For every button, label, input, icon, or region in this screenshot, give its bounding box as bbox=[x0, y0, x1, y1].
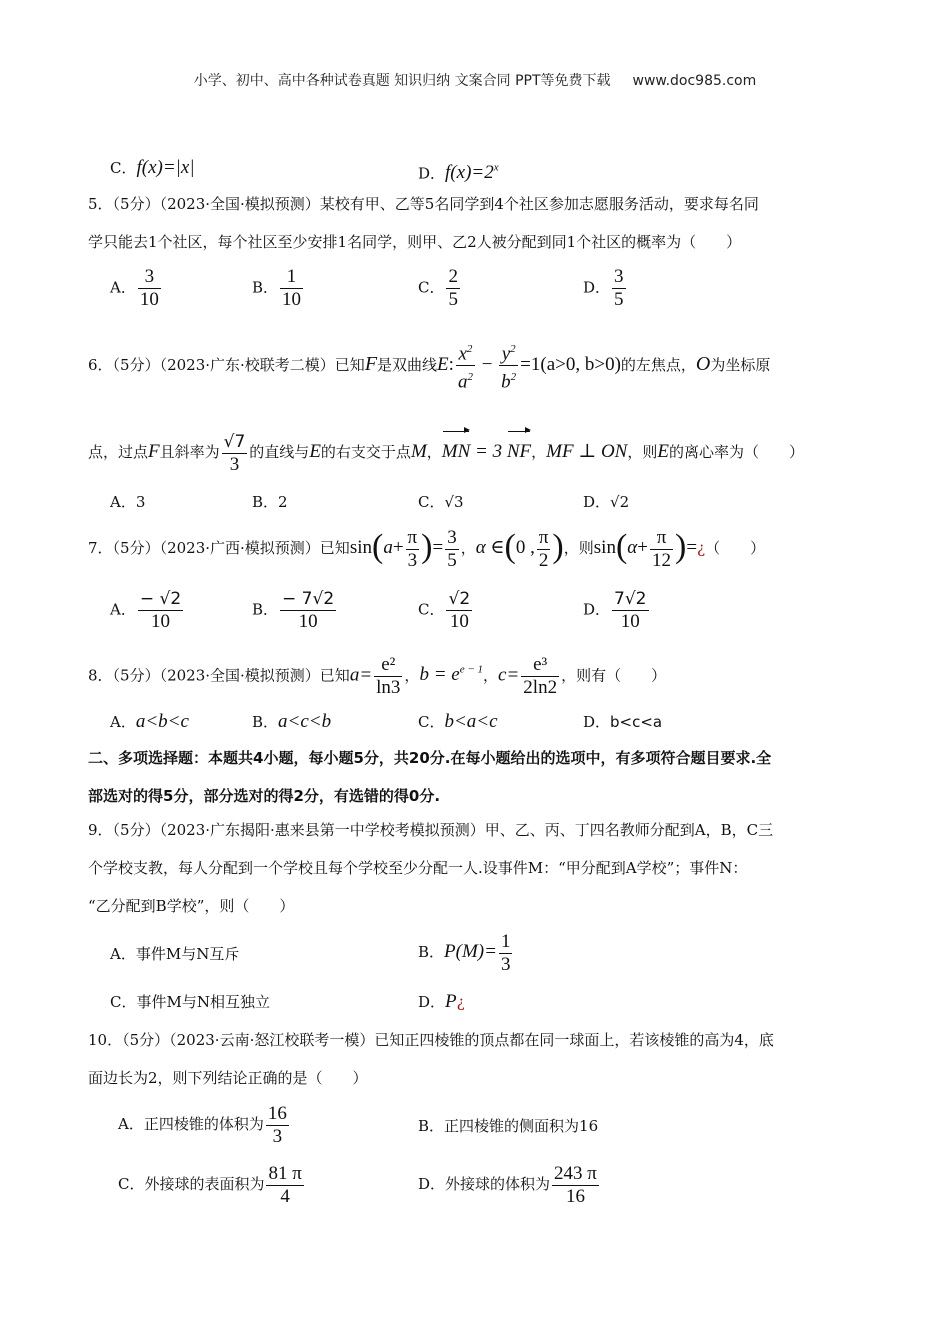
section2-heading-line1: 二、多项选择题：本题共4小题，每小题5分，共20分.在每小题给出的选项中，有多项符合题目要求.全 bbox=[88, 749, 772, 767]
q5-line1: 5．（5分）（2023·全国·模拟预测）某校有甲、乙等5名同学到4个社区参加志愿服务活动，要求每名同 bbox=[88, 195, 759, 213]
q6-condition: =1(a>0, b>0) bbox=[520, 353, 621, 375]
q6-perp: MF ⊥ ON bbox=[546, 441, 628, 462]
q10-line1: 10．（5分）（2023·云南·怒江校联考一模）已知正四棱锥的顶点都在同一球面上，若该棱锥的高为4，底 bbox=[88, 1031, 774, 1049]
q9-option-d: D．P¿ bbox=[418, 991, 465, 1012]
q4-option-c-math: f(x)=|x| bbox=[136, 157, 195, 178]
q9-line1: 9．（5分）（2023·广东揭阳·惠来县第一中学校考模拟预测）甲、乙、丙、丁四名教师分配到A，B，C三 bbox=[88, 821, 774, 839]
q5-option-b: B． $\frac{1}{10}$ bbox=[252, 266, 302, 310]
q5-line2: 学只能去1个社区，每个社区至少安排1名同学，则甲、乙2人被分配到同1个社区的概率为（ ） bbox=[88, 233, 742, 251]
q6-option-a: A．3 bbox=[110, 493, 146, 511]
q8-option-d: D．b<c<a bbox=[583, 713, 663, 731]
q7-unknown-glyph: ¿ bbox=[697, 539, 706, 557]
q7-line: 7．（5分）（2023·广西·模拟预测）已知sin(a+ $\frac{\pi}{3}$ )= $\frac{3}{5}$ ，α ∈(0 , $\frac{\pi}{2}$ )，则sin(α+ $\frac{\pi}{12}$ )=¿（ ） bbox=[88, 526, 766, 571]
q6-option-c: C．√3 bbox=[418, 493, 464, 511]
header-site: www.doc985.com bbox=[632, 73, 757, 89]
q10-option-b: B．正四棱锥的侧面积为16 bbox=[418, 1117, 599, 1135]
q4-option-c: C．f(x)=|x| bbox=[110, 157, 195, 178]
q7-option-a: A． $\frac{- √2}{10}$ bbox=[110, 589, 182, 632]
q9-option-a: A．事件M与N互斥 bbox=[110, 945, 240, 963]
q6-line1: 6．（5分）（2023·广东·校联考二模）已知F是双曲线E: $\frac{x^2}{a^2}$ − $\frac{y^2}{b^2}$ =1(a>0, b>0)的左焦点，O为坐标原 bbox=[88, 343, 771, 393]
q5-option-d: D． $\frac{3}{5}$ bbox=[583, 266, 624, 310]
q10-option-a: A．正四棱锥的体积为 $\frac{16}{3}$ bbox=[118, 1102, 287, 1147]
q7-option-b: B． $\frac{- 7√2}{10}$ bbox=[252, 589, 335, 632]
q10-option-c: C．外接球的表面积为 $\frac{81 \pi}{4}$ bbox=[118, 1162, 302, 1207]
q8-option-b: B．a<c<b bbox=[252, 711, 332, 732]
q6-vector-equation: MN = 3 NF bbox=[442, 441, 531, 462]
page-header bbox=[0, 70, 950, 90]
q10-line2: 面边长为2，则下列结论正确的是（ ） bbox=[88, 1069, 368, 1087]
q9-line2: 个学校支教，每人分配到一个学校且每个学校至少分配一人.设事件M：“甲分配到A学校”；事件N： bbox=[88, 859, 748, 877]
q8-line: 8．（5分）（2023·全国·模拟预测）已知a= $\frac{\text{e²}}{\ln 3}$ ，$b = e^{e - 1}$，c= $\frac{\text{e³}}{2\ln 2}$ ，则有（ ） bbox=[88, 653, 667, 698]
q6-option-d: D．√2 bbox=[583, 493, 630, 511]
q7-option-d: D． $\frac{7√2}{10}$ bbox=[583, 589, 647, 632]
q9-line3: “乙分配到B学校”，则（ ） bbox=[88, 897, 295, 915]
q5-option-a: A． $\frac{3}{10}$ bbox=[110, 266, 159, 310]
q10-option-d: D．外接球的体积为 $\frac{243 \pi}{16}$ bbox=[418, 1162, 597, 1207]
q4-option-d-math: $f(x)=2^x$ bbox=[445, 162, 499, 184]
q8-option-c: C．b<a<c bbox=[418, 711, 498, 732]
q4-option-d: D．$f(x)=2^x$ bbox=[418, 162, 499, 184]
q9-option-c: C．事件M与N相互独立 bbox=[110, 993, 270, 1011]
q5-option-c: C． $\frac{2}{5}$ bbox=[418, 266, 458, 310]
q6-option-b: B．2 bbox=[252, 493, 288, 511]
q7-option-c: C． $\frac{√2}{10}$ bbox=[418, 589, 471, 632]
q8-option-a: A．a<b<c bbox=[110, 711, 189, 732]
q9-option-b: B．P(M)= $\frac{1}{3}$ bbox=[418, 930, 511, 975]
q8-b-def: $b = e^{e - 1}$ bbox=[419, 664, 484, 686]
q6-line2: 点，过点F且斜率为 $\frac{√7}{3}$ 的直线与E的右支交于点M，MN = 3 NF，MF ⊥ ON，则E的离心率为（ ） bbox=[88, 431, 804, 475]
header-text: 小学、初中、高中各种试卷真题 知识归纳 文案合同 PPT等免费下载 bbox=[193, 73, 611, 89]
section2-heading-line2: 部选对的得5分，部分选对的得2分，有选错的得0分. bbox=[88, 787, 441, 805]
